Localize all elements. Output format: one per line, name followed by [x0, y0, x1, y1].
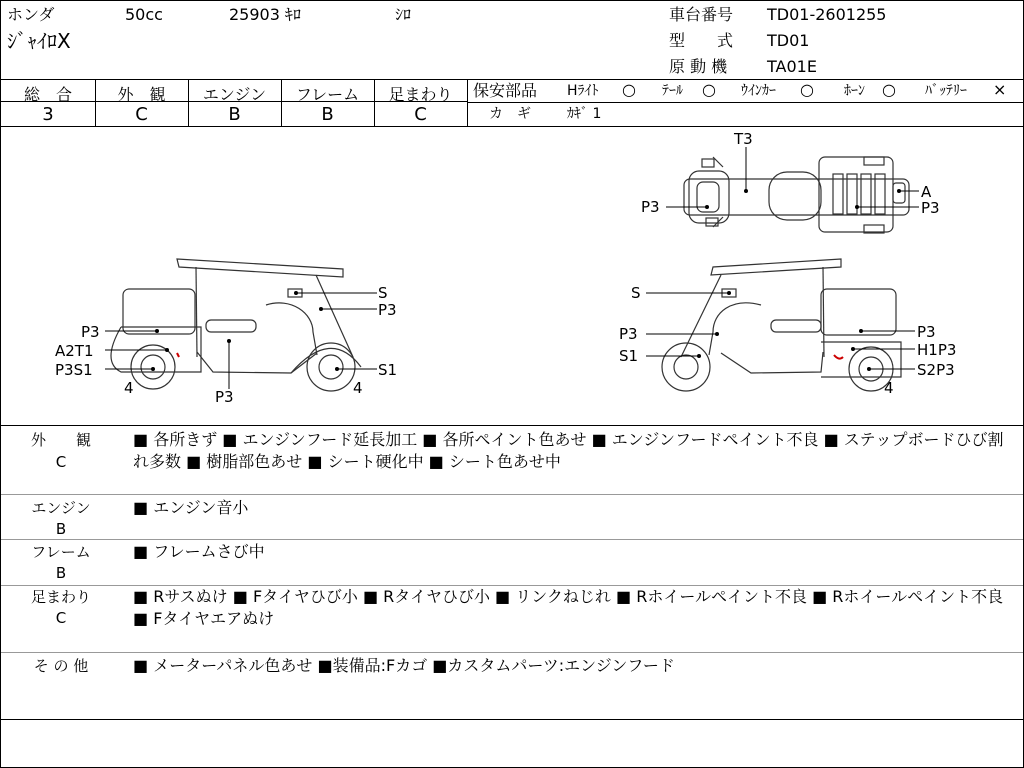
grade-frame-label: フレーム [295, 85, 360, 104]
grade-suspension-label: 足まわり [388, 85, 453, 104]
label-left-p3-box: P3 [81, 323, 100, 341]
note-other-label: そ の 他 [33, 657, 89, 675]
label-top-a: A [921, 183, 932, 201]
key-label: カ ギ [489, 106, 531, 122]
safety-mark-winker: ○ [800, 80, 814, 99]
note-exterior-grade: C [55, 453, 67, 471]
divider [467, 102, 1023, 103]
grade-frame: B [321, 104, 334, 125]
safety-mark-tail: ○ [702, 80, 716, 99]
engine-label: 原 動 機 [669, 57, 728, 76]
type-label: 型 式 [669, 31, 734, 50]
safety-mark-horn: ○ [882, 80, 896, 99]
label-right-s2p3: S2P3 [917, 361, 955, 379]
frame-no: TD01-2601255 [767, 5, 887, 24]
label-left-s: S [378, 284, 388, 302]
grade-engine: B [228, 104, 241, 125]
label-right-p3-body: P3 [619, 325, 638, 343]
right-side-drawing [662, 259, 901, 391]
label-top-p3-left: P3 [641, 198, 660, 216]
safety-mark-battery: × [993, 80, 1007, 99]
label-right-h1p3: H1P3 [917, 341, 957, 359]
safety-item-horn: ﾎｰﾝ [844, 83, 865, 99]
label-t3: T3 [734, 130, 753, 148]
note-suspension-label: 足まわり [30, 588, 91, 606]
note-engine-text: ■ エンジン音小 [133, 498, 249, 517]
type-value: TD01 [767, 31, 810, 50]
grade-suspension: C [414, 104, 427, 125]
frame-no-label: 車台番号 [669, 5, 734, 24]
label-left-p3-floor: P3 [215, 388, 234, 406]
label-top-p3-right: P3 [921, 199, 940, 217]
note-engine-label: エンジン [31, 499, 91, 517]
divider [467, 79, 468, 126]
safety-item-battery: ﾊﾞｯﾃﾘｰ [925, 83, 967, 99]
label-left-p3s1: P3S1 [55, 361, 93, 379]
grade-total: 3 [42, 104, 54, 125]
safety-item-winker: ｳｲﾝｶｰ [741, 83, 776, 99]
displacement: 50cc [125, 5, 163, 24]
divider [1, 539, 1023, 540]
safety-label: 保安部品 [473, 81, 538, 100]
divider [1, 719, 1023, 720]
note-exterior-text: ■ 各所きず ■ エンジンフード延長加工 ■ 各所ペイント色あせ ■ エンジンフードペイント不良 ■ ステップボードひび割れ多数 ■ 樹脂部色あせ ■ シート硬化中 ■ シート色あせ中 [133, 430, 1004, 471]
damage-diagram [1, 127, 1023, 425]
divider [1, 79, 1023, 80]
note-engine-grade: B [55, 520, 67, 538]
engine-no: TA01E [767, 57, 817, 76]
divider [1, 652, 1023, 653]
label-right-p3-box: P3 [917, 323, 936, 341]
left-side-drawing [111, 259, 361, 391]
note-frame-grade: B [55, 564, 67, 582]
key-value: ｶｷﾞ 1 [567, 106, 602, 122]
safety-item-tail: ﾃｰﾙ [662, 83, 683, 99]
model-name: ｼﾞｬｲﾛX [7, 29, 71, 53]
divider [1, 494, 1023, 495]
divider [1, 425, 1023, 426]
grade-exterior: C [135, 104, 148, 125]
label-left-rear-wheel: 4 [124, 379, 134, 397]
note-other-text: ■ メーターパネル色あせ ■装備品:Fカゴ ■カスタムパーツ:エンジンフード [133, 656, 675, 675]
maker: ホンダ [7, 5, 55, 24]
label-left-a2t1: A2T1 [55, 342, 94, 360]
safety-item-headlight: Hﾗｲﾄ [567, 83, 599, 99]
label-left-s1: S1 [378, 361, 398, 379]
note-suspension-text: ■ Rサスぬけ ■ Fタイヤひび小 ■ Rタイヤひび小 ■ リンクねじれ ■ Rホイールペイント不良 ■ Rホイールペイント不良 ■ Fタイヤエアぬけ [133, 587, 1004, 628]
safety-mark-headlight: ○ [622, 80, 636, 99]
label-right-wheel: 4 [884, 379, 894, 397]
grade-exterior-label: 外 観 [117, 85, 166, 104]
note-frame-label: フレーム [31, 543, 91, 561]
grade-engine-label: エンジン [202, 85, 267, 104]
label-right-s1: S1 [619, 347, 639, 365]
note-suspension-grade: C [55, 609, 67, 627]
mileage: 25903 ｷﾛ [229, 5, 301, 24]
label-left-front-wheel: 4 [353, 379, 363, 397]
note-exterior-label: 外 観 [30, 431, 91, 449]
label-right-s: S [631, 284, 641, 302]
grade-total-label: 総 合 [23, 85, 72, 104]
color: ｼﾛ [395, 5, 412, 24]
note-frame-text: ■ フレームさび中 [133, 542, 265, 561]
top-view-drawing [684, 157, 909, 233]
label-left-p3-seat: P3 [378, 301, 397, 319]
